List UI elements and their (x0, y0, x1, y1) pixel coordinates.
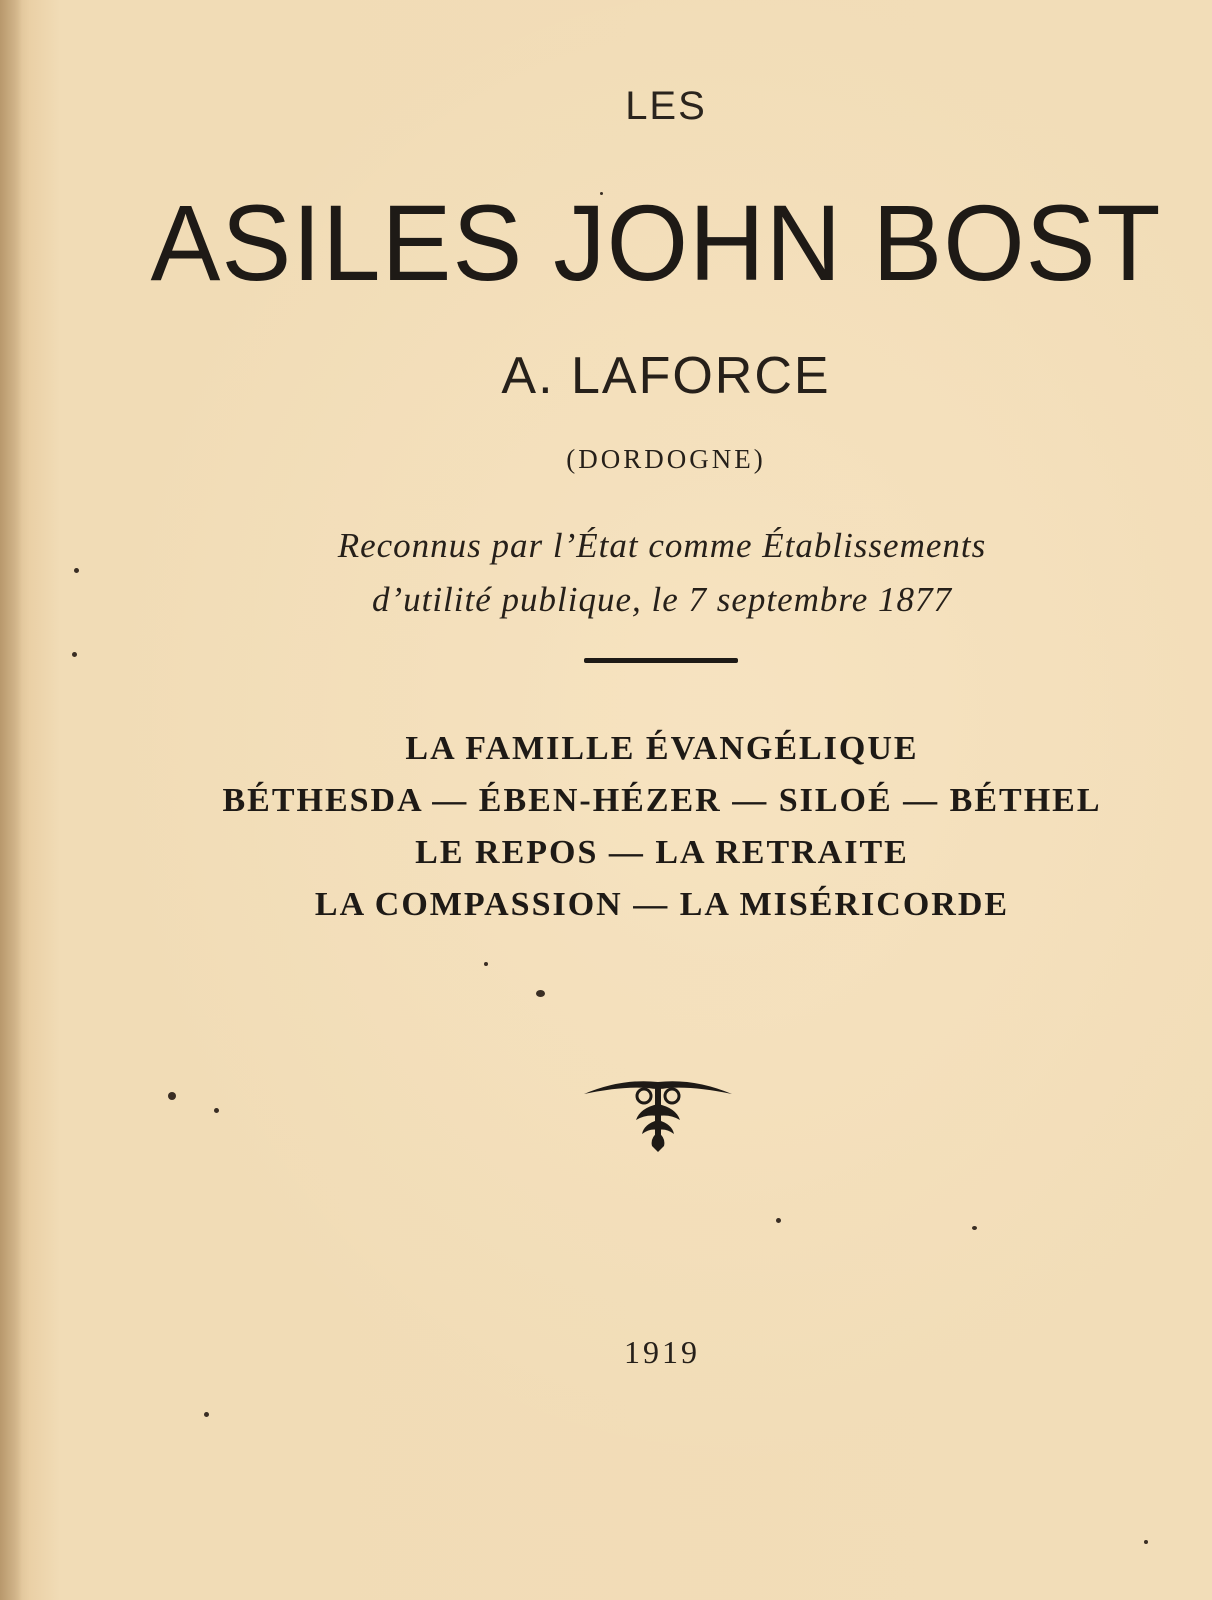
paper-speck (536, 990, 545, 997)
paper-speck (72, 652, 77, 657)
page-binding-edge (0, 0, 22, 1600)
recognition-line-2: d’utilité publique, le 7 septembre 1877 (371, 580, 953, 619)
main-title: ASILES JOHN BOST (150, 182, 1162, 303)
region-line: (DORDOGNE) (566, 444, 766, 474)
establishment-line-2: BÉTHESDA — ÉBEN-HÉZER — SILOÉ — BÉTHEL (222, 782, 1102, 819)
paper-speck (972, 1226, 977, 1230)
fleuron-ornament-icon (582, 1076, 734, 1156)
establishment-line-3: LE REPOS — LA RETRAITE (415, 834, 909, 871)
publication-year: 1919 (624, 1334, 700, 1370)
paper-speck (1144, 1540, 1148, 1544)
paper-speck (484, 962, 488, 966)
paper-speck (204, 1412, 209, 1417)
divider-rule (584, 658, 738, 663)
establishment-line-4: LA COMPASSION — LA MISÉRICORDE (314, 886, 1010, 923)
location-line: A. LAFORCE (501, 347, 831, 405)
paper-speck (214, 1108, 219, 1113)
title-article: LES (625, 84, 707, 128)
paper-speck (168, 1092, 176, 1100)
paper-speck (776, 1218, 781, 1223)
recognition-line-1: Reconnus par l’État comme Établissements (337, 526, 987, 565)
establishment-line-1: LA FAMILLE ÉVANGÉLIQUE (405, 730, 919, 767)
paper-speck (74, 568, 79, 573)
